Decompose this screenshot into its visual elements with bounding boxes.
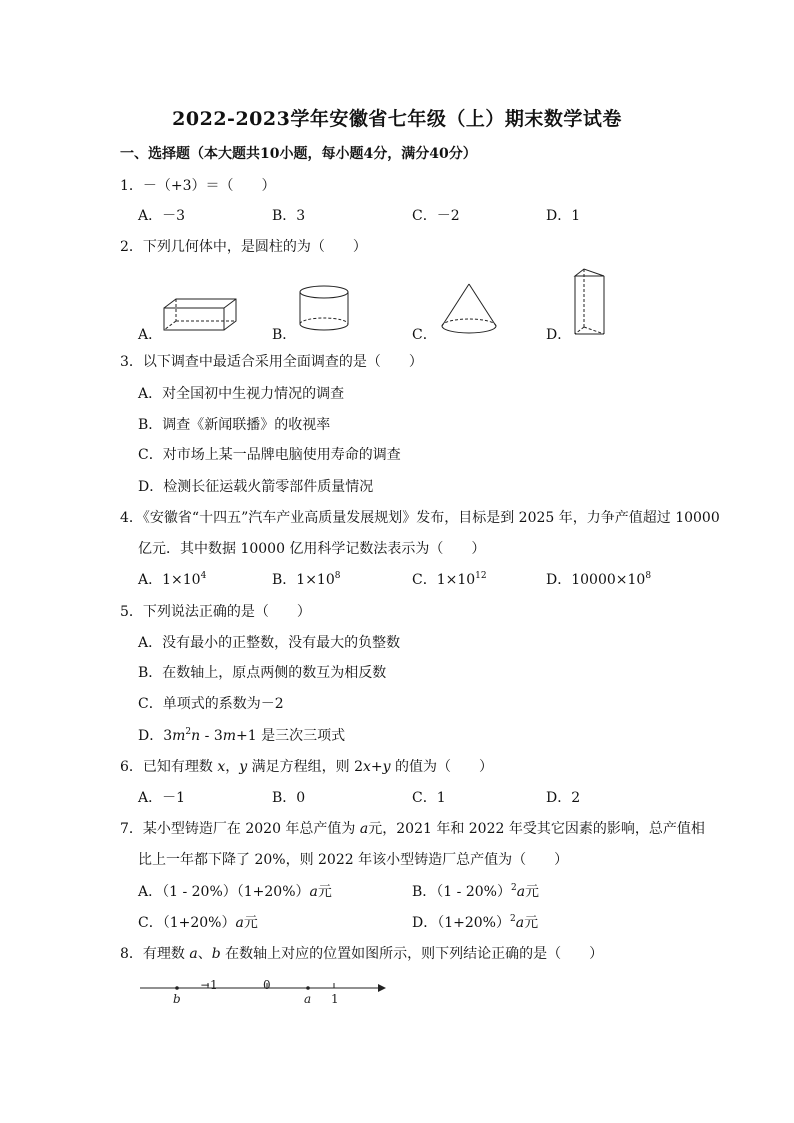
label-1: 1 (331, 992, 339, 1006)
q1-option-c: C．－2 (412, 208, 460, 224)
q7-option-d: D．$(1+20\%)^2a$元 (412, 914, 539, 931)
q7-option-a: A．（1 - 20%）（1+20%）a元 (138, 884, 332, 900)
q1-option-b: B．3 (272, 208, 306, 224)
label-0: 0 (263, 978, 271, 992)
question-8: 8．有理数 a、b 在数轴上对应的位置如图所示，则下列结论正确的是（ ） (120, 946, 604, 962)
q5-option-d: D．$3m^2n - 3m+1$ 是三次三项式 (138, 727, 346, 744)
q5-option-a: A．没有最小的正整数，没有最大的负整数 (138, 635, 401, 651)
question-5: 5．下列说法正确的是（ ） (120, 604, 311, 620)
cylinder-figure (296, 284, 354, 336)
q4-option-d: D．$10000\times 10^8$ (546, 571, 652, 588)
q2-option-c: C． (412, 327, 437, 343)
q3-option-a: A．对全国初中生视力情况的调查 (138, 386, 345, 402)
q3-option-b: B．调查《新闻联播》的收视率 (138, 417, 331, 433)
label-minus-1: −1 (200, 978, 218, 992)
question-7-line-2: 比上一年都下降了 20%，则 2022 年该小型铸造厂总产值为（ ） (138, 852, 569, 868)
question-4-line-2: 亿元．其中数据 10000 亿用科学记数法表示为（ ） (138, 541, 486, 557)
question-6: 6．已知有理数 x，y 满足方程组，则 2x+y 的值为（ ） (120, 759, 494, 775)
q4-option-b: B．$1\times 10^8$ (272, 571, 341, 588)
question-2: 2．下列几何体中，是圆柱的为（ ） (120, 239, 367, 255)
question-7-line-1: 7．某小型铸造厂在 2020 年总产值为 a元，2021 年和 2022 年受其它因素的影响，总产值相 (120, 821, 705, 837)
q3-option-c: C．对市场上某一品牌电脑使用寿命的调查 (138, 447, 401, 463)
point-a (306, 986, 310, 990)
question-4-line-1: 4．《安徽省“十四五”汽车产业高质量发展规划》发布，目标是到 2025 年，力争产值超过 10000 (120, 510, 720, 526)
triangular-prism-figure (572, 266, 612, 342)
question-3: 3．以下调查中最适合采用全面调查的是（ ） (120, 354, 423, 370)
label-b: b (173, 992, 181, 1006)
question-1: 1．－（+3）＝（ ） (120, 178, 276, 194)
q7-option-c: C．（1+20%）a元 (138, 915, 258, 931)
q6-option-a: A．－1 (138, 790, 186, 806)
point-b (175, 986, 179, 990)
number-line-figure (138, 978, 388, 1008)
q4-option-a: A．$1\times 10^4$ (138, 571, 207, 588)
q1-option-a: A．－3 (138, 208, 186, 224)
q5-option-b: B．在数轴上，原点两侧的数互为相反数 (138, 665, 387, 681)
q3-option-d: D．检测长征运载火箭零部件质量情况 (138, 479, 374, 495)
label-a: a (304, 992, 312, 1006)
q6-option-d: D．2 (546, 790, 581, 806)
q2-option-d: D． (546, 327, 572, 343)
section-heading: 一、选择题（本大题共10小题，每小题4分，满分40分） (120, 146, 477, 162)
q7-option-b: B．（1 - 20%）$^2$a元 (412, 883, 540, 900)
q1-option-d: D．1 (546, 208, 581, 224)
q4-option-c: C．$1\times 10^{12}$ (412, 571, 487, 588)
q2-option-a: A． (138, 327, 163, 343)
q6-option-c: C．1 (412, 790, 446, 806)
cone-figure (438, 282, 500, 338)
page-title: 2022-2023学年安徽省七年级（上）期末数学试卷 (172, 108, 622, 130)
q5-option-c: C．单项式的系数为－2 (138, 696, 284, 712)
q2-option-b: B． (272, 327, 297, 343)
cuboid-figure (162, 296, 242, 336)
arrow-right-icon (378, 984, 386, 992)
q6-option-b: B．0 (272, 790, 306, 806)
